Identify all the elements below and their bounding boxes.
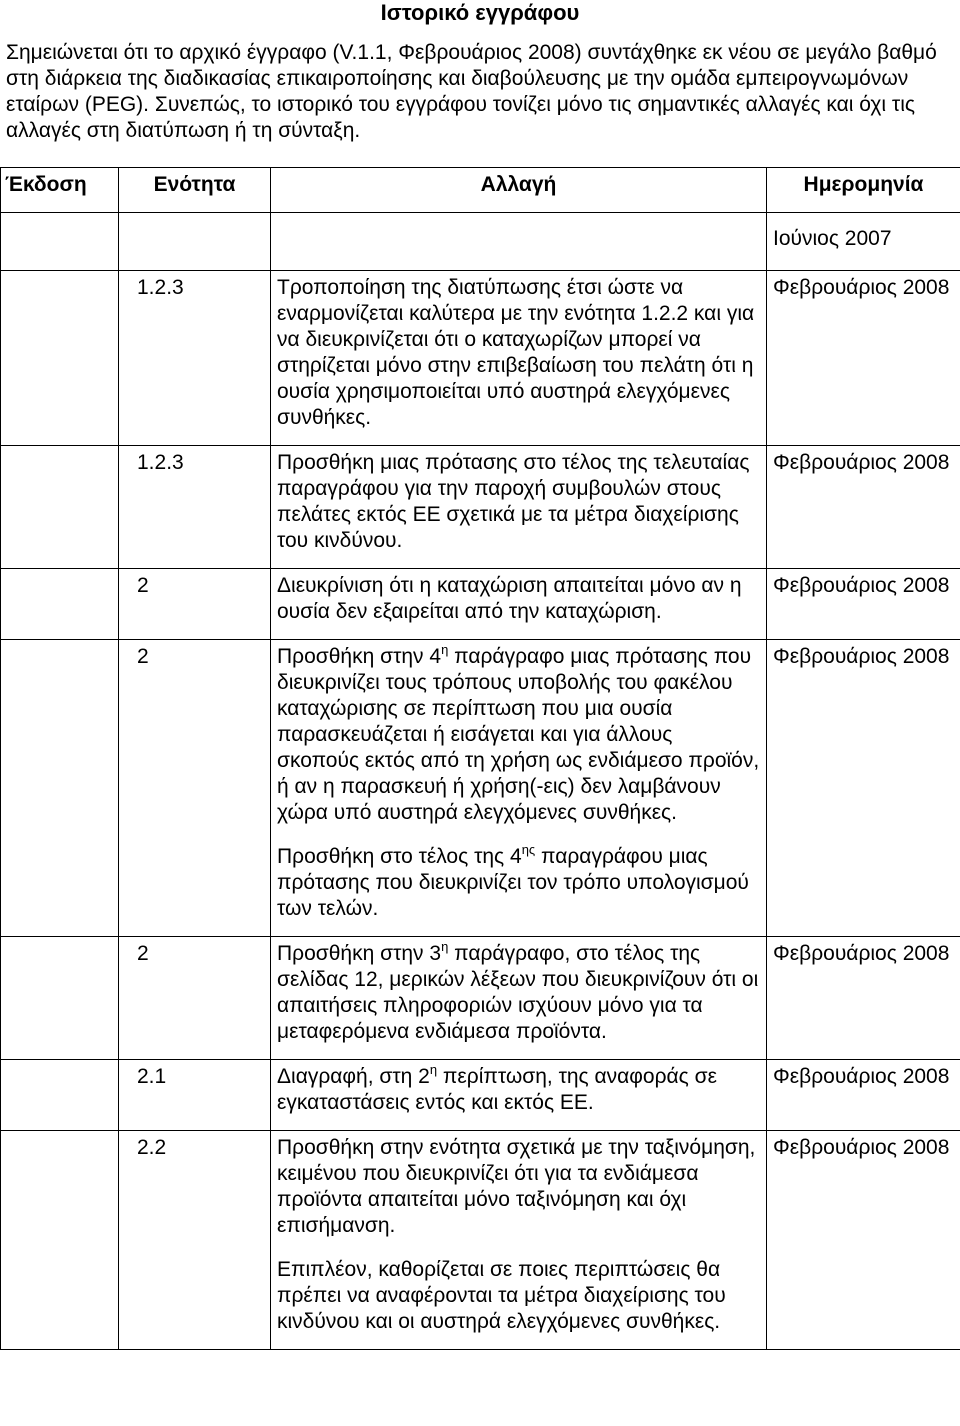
- cell-date: Ιούνιος 2007: [767, 213, 960, 271]
- cell-version: [1, 569, 119, 640]
- change-text: Προσθήκη στην 4: [277, 645, 442, 668]
- header-date: Ημερομηνία: [767, 168, 960, 213]
- cell-change: [271, 937, 767, 1060]
- cell-section: 2.2: [119, 1131, 271, 1350]
- cell-section: 1.2.3: [119, 271, 271, 446]
- ordinal-suffix: ης: [521, 842, 536, 857]
- table-header-row: [1, 168, 960, 213]
- revision-history-table: [0, 167, 960, 1350]
- document-title: Ιστορικό εγγράφου: [380, 0, 580, 25]
- header-version: Έκδοση: [1, 168, 119, 213]
- cell-change: Διευκρίνιση ότι η καταχώριση απαιτείται μόνο αν η ουσία δεν εξαιρείται από την καταχώριση.: [271, 569, 767, 640]
- cell-section: 2.1: [119, 1060, 271, 1131]
- cell-section: [119, 213, 271, 271]
- change-text: Προσθήκη στο τέλος της 4: [277, 845, 522, 868]
- cell-version: [1, 1131, 119, 1350]
- ordinal-suffix: η: [441, 939, 449, 954]
- table-row: [1, 271, 960, 446]
- cell-date: Φεβρουάριος 2008: [767, 446, 960, 569]
- cell-change: [271, 1060, 767, 1131]
- table-row: [1, 937, 960, 1060]
- cell-date: Φεβρουάριος 2008: [767, 1060, 960, 1131]
- cell-version: [1, 271, 119, 446]
- cell-change: Προσθήκη μιας πρότασης στο τέλος της τελευταίας παραγράφου για την παροχή συμβουλών στους πελάτες εκτός ΕΕ σχετικά με τα μέτρα διαχείρισης του κινδύνου.: [271, 446, 767, 569]
- change-text: παράγραφο μιας πρότασης που διευκρινίζει τους τρόπους υποβολής του φακέλου καταχώρισης σε περίπτωση που μια ουσία παρασκευάζεται ή εισάγεται και για άλλους σκοπούς εκτός από τη χρήση ως ενδιάμεσο προϊόν, ή αν η παρασκευή ή χρήση(-εις) δεν λαμβάνουν χώρα υπό αυστηρά ελεγχόμενες συνθήκες.: [277, 645, 760, 824]
- cell-date: Φεβρουάριος 2008: [767, 569, 960, 640]
- cell-date: Φεβρουάριος 2008: [767, 271, 960, 446]
- table-row: [1, 1131, 960, 1350]
- cell-version: [1, 1060, 119, 1131]
- header-section: Ενότητα: [119, 168, 271, 213]
- cell-change: [271, 640, 767, 937]
- cell-section: 2: [119, 937, 271, 1060]
- cell-section: 1.2.3: [119, 446, 271, 569]
- cell-version: [1, 213, 119, 271]
- cell-version: [1, 446, 119, 569]
- cell-change: [271, 213, 767, 271]
- change-text: Προσθήκη στην 3: [277, 942, 442, 965]
- cell-date: Φεβρουάριος 2008: [767, 1131, 960, 1350]
- intro-paragraph: Σημειώνεται ότι το αρχικό έγγραφο (V.1.1, Φεβρουάριος 2008) συντάχθηκε εκ νέου σε μεγάλο βαθμό στη διάρκεια της διαδικασίας επικαιροποίησης και διαβούλευσης με την ομάδα εμπειρογνωμόνων εταίρων (PEG). Συνεπώς, το ιστορικό του εγγράφου τονίζει μόνο τις σημαντικές αλλαγές και όχι τις αλλαγές στη διατύπωση ή τη σύνταξη.: [6, 41, 937, 142]
- cell-date: Φεβρουάριος 2008: [767, 937, 960, 1060]
- table-row: [1, 569, 960, 640]
- cell-version: [1, 640, 119, 937]
- table-row: [1, 640, 960, 937]
- table-row: [1, 213, 960, 271]
- cell-change: Τροποποίηση της διατύπωσης έτσι ώστε να εναρμονίζεται καλύτερα με την ενότητα 1.2.2 και για να διευκρινίζεται ότι ο καταχωρίζων μπορεί να στηρίζεται μόνο στην επιβεβαίωση του πελάτη ότι η ουσία χρησιμοποιείται υπό αυστηρά ελεγχόμενες συνθήκες.: [271, 271, 767, 446]
- change-paragraph: [277, 642, 760, 824]
- change-text: περίπτωση, της αναφοράς σε εγκαταστάσεις εντός και εκτός ΕΕ.: [277, 1065, 717, 1114]
- cell-version: [1, 937, 119, 1060]
- cell-date: Φεβρουάριος 2008: [767, 640, 960, 937]
- cell-section: 2: [119, 569, 271, 640]
- change-paragraph: Επιπλέον, καθορίζεται σε ποιες περιπτώσεις θα πρέπει να αναφέρονται τα μέτρα διαχείρισης του κινδύνου και οι αυστηρά ελεγχόμενες συνθήκες.: [277, 1258, 726, 1333]
- ordinal-suffix: η: [429, 1062, 438, 1077]
- table-row: [1, 1060, 960, 1131]
- cell-change: [271, 1131, 767, 1350]
- change-text: παραγράφου μιας πρότασης που διευκρινίζει τον τρόπο υπολογισμού των τελών.: [277, 845, 749, 920]
- change-paragraph: [277, 842, 749, 920]
- change-text: παράγραφο, στο τέλος της σελίδας 12, μερικών λέξεων που διευκρινίζουν ότι οι απαιτήσεις πληροφοριών ισχύουν μόνο για τα μεταφερόμενα ενδιάμεσα προϊόντα.: [277, 942, 759, 1043]
- ordinal-suffix: η: [441, 642, 449, 657]
- table-row: [1, 446, 960, 569]
- cell-section: 2: [119, 640, 271, 937]
- change-text: Διαγραφή, στη 2: [277, 1065, 430, 1088]
- change-paragraph: Προσθήκη στην ενότητα σχετικά με την ταξινόμηση, κειμένου που διευκρινίζει ότι για τα ενδιάμεσα προϊόντα απαιτείται μόνο ταξινόμηση και όχι επισήμανση.: [277, 1136, 756, 1237]
- header-change: Αλλαγή: [271, 168, 767, 213]
